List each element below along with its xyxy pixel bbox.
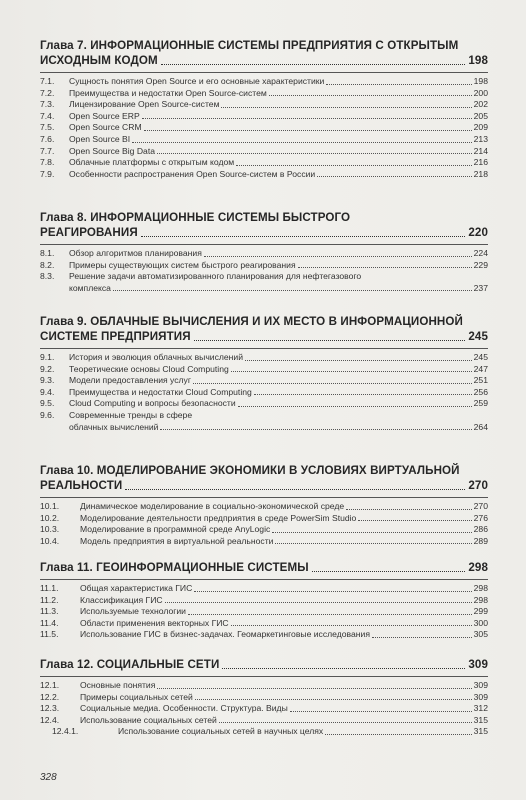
section-number: 7.2.: [40, 87, 55, 98]
section-page: 315: [473, 714, 488, 725]
toc-row: [40, 364, 488, 376]
leader-dots: [325, 734, 471, 735]
section-number: 8.3.: [40, 271, 55, 282]
section-page: 256: [473, 386, 488, 397]
section-title: Использование ГИС в бизнес-задачах. Геомаркетинговые исследования: [80, 629, 370, 640]
section-number: 12.3.: [40, 703, 60, 714]
section-page: 315: [473, 726, 488, 737]
chapter-page: 220: [468, 226, 488, 239]
section-title: Использование социальных сетей: [80, 714, 217, 725]
section-number: 11.1.: [40, 583, 59, 593]
chapter-rule: [40, 244, 488, 245]
section-title: Cloud Computing и вопросы безопасности: [69, 398, 236, 409]
toc-row: [40, 692, 488, 704]
chapter-rule: [40, 497, 488, 498]
section-page: 245: [473, 352, 488, 362]
section-number: 9.2.: [40, 363, 55, 374]
section-title: История и эволюция облачных вычислений: [69, 352, 244, 362]
section-page: 270: [473, 501, 488, 511]
section-title: Open Source ERP: [69, 110, 140, 121]
section-title: Примеры существующих систем быстрого реагирования: [69, 259, 296, 270]
leader-dots: [188, 614, 472, 615]
chapter-title-line1: Глава 10. МОДЕЛИРОВАНИЕ ЭКОНОМИКИ В УСЛОВИЯХ ВИРТУАЛЬНОЙ: [40, 464, 460, 477]
section-number: 11.3.: [40, 606, 59, 617]
section-page: 213: [473, 133, 488, 144]
leader-dots: [317, 176, 471, 177]
leader-dots: [204, 256, 472, 257]
section-page: 289: [473, 535, 488, 546]
chapter-page: 198: [468, 54, 488, 67]
leader-dots: [194, 591, 471, 592]
section-title: Использование социальных сетей в научных целях: [118, 726, 324, 737]
section-page: 251: [473, 375, 488, 386]
section-number: 7.5.: [40, 122, 55, 133]
section-page: 205: [473, 110, 488, 121]
section-title: Open Source BI: [69, 133, 131, 144]
leader-dots: [125, 489, 465, 490]
chapter-rule: [40, 579, 488, 580]
section-page: 198: [473, 76, 488, 86]
leader-dots: [358, 520, 471, 521]
toc-row: [40, 352, 488, 364]
chapter-8: [40, 210, 488, 294]
toc-row: [40, 513, 488, 525]
chapter-title-line1: Глава 12. СОЦИАЛЬНЫЕ СЕТИ: [40, 658, 220, 671]
toc-row: [40, 88, 488, 100]
section-title: Обзор алгоритмов планирования: [69, 248, 202, 258]
leader-dots: [222, 668, 465, 669]
chapter-page: 309: [468, 658, 488, 671]
leader-dots: [236, 165, 471, 166]
section-number: 7.4.: [40, 110, 55, 121]
leader-dots: [269, 95, 472, 96]
section-number: 9.1.: [40, 352, 55, 362]
chapter-title-line1: Глава 9. ОБЛАЧНЫЕ ВЫЧИСЛЕНИЯ И ИХ МЕСТО В ИНФОРМАЦИОННОЙ: [40, 315, 463, 328]
section-title: Решение задачи автоматизированного планирования для нефтегазового: [69, 271, 362, 282]
leader-dots: [195, 699, 472, 700]
toc-row: [40, 260, 488, 272]
section-title: Общая характеристика ГИС: [80, 583, 193, 593]
section-title: Используемые технологии: [80, 606, 186, 617]
toc-row: [40, 146, 488, 158]
section-title: Особенности распространения Open Source-систем в России: [69, 168, 316, 179]
section-list: [40, 76, 488, 180]
section-page: 209: [473, 122, 488, 133]
toc-row: [40, 501, 488, 513]
leader-dots: [298, 267, 472, 268]
section-title: Социальные медиа. Особенности. Структура. Виды: [80, 703, 288, 714]
section-number: 11.5.: [40, 629, 59, 640]
section-title-cont: облачных вычислений: [69, 421, 159, 432]
chapter-title-line2: РЕАГИРОВАНИЯ: [40, 226, 138, 239]
toc-row: [40, 524, 488, 536]
leader-dots: [161, 64, 466, 65]
toc-row: [40, 703, 488, 715]
section-page: 309: [473, 691, 488, 702]
toc-row: [40, 726, 488, 738]
chapter-11: [40, 560, 488, 641]
section-number: 7.9.: [40, 168, 55, 179]
section-page: 224: [473, 248, 488, 258]
section-list: [40, 501, 488, 547]
leader-dots: [231, 371, 472, 372]
section-title: Теоретические основы Cloud Computing: [69, 363, 229, 374]
section-page: 305: [473, 629, 488, 640]
leader-dots: [238, 406, 472, 407]
toc-row: [40, 387, 488, 399]
leader-dots: [245, 360, 472, 361]
chapter-12: [40, 657, 488, 738]
chapter-title-line2: РЕАЛЬНОСТИ: [40, 479, 123, 492]
chapter-title-line2: ИСХОДНЫМ КОДОМ: [40, 54, 158, 67]
toc-row: [40, 536, 488, 548]
section-number: 7.1.: [40, 76, 55, 86]
section-title: Лицензирование Open Source-систем: [69, 99, 220, 110]
chapter-rule: [40, 676, 488, 677]
section-page: 286: [473, 524, 488, 535]
leader-dots: [193, 383, 472, 384]
section-number: 12.4.: [40, 714, 60, 725]
toc-row: [40, 76, 488, 88]
section-page: 264: [473, 421, 488, 432]
section-list: [40, 680, 488, 738]
section-title: Модель предприятия в виртуальной реальности: [80, 535, 274, 546]
section-page: 247: [473, 363, 488, 374]
section-number: 10.1.: [40, 501, 60, 511]
section-number: 10.4.: [40, 535, 60, 546]
chapter-heading: [40, 210, 488, 240]
toc-row: [40, 157, 488, 169]
toc-row: [40, 271, 488, 294]
section-page: 299: [473, 606, 488, 617]
section-title: Преимущества и недостатки Cloud Computing: [69, 386, 252, 397]
leader-dots: [132, 142, 472, 143]
section-number: 9.3.: [40, 375, 55, 386]
section-number: 8.1.: [40, 248, 55, 258]
section-page: 202: [473, 99, 488, 110]
chapter-heading: [40, 314, 488, 344]
chapter-title-line2: СИСТЕМЕ ПРЕДПРИЯТИЯ: [40, 330, 191, 343]
toc-row: [40, 715, 488, 727]
chapter-rule: [40, 348, 488, 349]
chapter-heading: [40, 38, 488, 68]
section-title: Основные понятия: [80, 680, 156, 690]
section-number: 7.6.: [40, 133, 55, 144]
leader-dots: [254, 394, 472, 395]
section-page: 237: [473, 282, 488, 293]
section-page: 312: [473, 703, 488, 714]
leader-dots: [144, 130, 472, 131]
section-number: 12.1.: [40, 680, 60, 690]
toc-row: [40, 99, 488, 111]
section-title-cont: комплекса: [69, 282, 111, 293]
leader-dots: [141, 236, 466, 237]
section-page: 309: [473, 680, 488, 690]
toc-row: [40, 111, 488, 123]
leader-dots: [275, 543, 471, 544]
section-page: 216: [473, 157, 488, 168]
chapter-heading: [40, 657, 488, 672]
leader-dots: [290, 711, 472, 712]
leader-dots: [312, 571, 466, 572]
section-number: 10.2.: [40, 512, 60, 523]
leader-dots: [372, 637, 472, 638]
section-page: 229: [473, 259, 488, 270]
section-page: 218: [473, 168, 488, 179]
section-page: 214: [473, 145, 488, 156]
leader-dots: [160, 429, 471, 430]
section-page: 259: [473, 398, 488, 409]
toc-row: [40, 169, 488, 181]
section-number: 7.7.: [40, 145, 55, 156]
leader-dots: [165, 602, 472, 603]
leader-dots: [272, 532, 471, 533]
section-title: Преимущества и недостатки Open Source-систем: [69, 87, 267, 98]
section-page: 200: [473, 87, 488, 98]
section-title: Open Source CRM: [69, 122, 142, 133]
section-number: 11.4.: [40, 617, 59, 628]
toc-row: [40, 583, 488, 595]
chapter-title-line1: Глава 8. ИНФОРМАЦИОННЫЕ СИСТЕМЫ БЫСТРОГО: [40, 211, 351, 224]
chapter-page: 298: [468, 561, 488, 574]
chapter-rule: [40, 72, 488, 73]
section-title: Моделирование в программной среде AnyLogic: [80, 524, 271, 535]
section-number: 9.4.: [40, 386, 55, 397]
leader-dots: [231, 625, 472, 626]
section-page: 298: [473, 583, 488, 593]
leader-dots: [221, 107, 471, 108]
section-title: Open Source Big Data: [69, 145, 155, 156]
chapter-title-line1: Глава 7. ИНФОРМАЦИОННЫЕ СИСТЕМЫ ПРЕДПРИЯТИЯ С ОТКРЫТЫМ: [40, 39, 459, 52]
section-title: Сущность понятия Open Source и его основные характеристики: [69, 76, 325, 86]
toc-row: [40, 410, 488, 433]
toc-row: [40, 606, 488, 618]
section-title: Модели предоставления услуг: [69, 375, 191, 386]
chapter-page: 245: [468, 330, 488, 343]
toc-row: [40, 248, 488, 260]
leader-dots: [194, 340, 466, 341]
leader-dots: [157, 153, 472, 154]
toc-row: [40, 680, 488, 692]
leader-dots: [326, 84, 471, 85]
toc-row: [40, 595, 488, 607]
toc-row: [40, 375, 488, 387]
toc-row: [40, 398, 488, 410]
toc-row: [40, 629, 488, 641]
chapter-heading: [40, 463, 488, 493]
section-number: 8.2.: [40, 259, 55, 270]
chapter-10: [40, 463, 488, 547]
section-number: 11.2.: [40, 594, 59, 605]
section-title: Классификация ГИС: [80, 594, 163, 605]
leader-dots: [142, 118, 472, 119]
chapter-heading: [40, 560, 488, 575]
section-number: 9.6.: [40, 409, 55, 420]
section-title: Облачные платформы с открытым кодом: [69, 157, 235, 168]
chapter-9: [40, 314, 488, 433]
section-page: 298: [473, 594, 488, 605]
chapter-page: 270: [468, 479, 488, 492]
toc-row: [40, 618, 488, 630]
chapter-7: [40, 38, 488, 180]
section-number: 9.5.: [40, 398, 55, 409]
section-number: 10.3.: [40, 524, 60, 535]
section-title: Моделирование деятельности предприятия в среде PowerSim Studio: [80, 512, 357, 523]
section-number: 12.2.: [40, 691, 60, 702]
toc-row: [40, 134, 488, 146]
section-title: Современные тренды в сфере: [69, 409, 193, 420]
section-list: [40, 352, 488, 433]
toc-row: [40, 122, 488, 134]
page-number: 328: [40, 772, 57, 783]
section-title: Области применения векторных ГИС: [80, 617, 229, 628]
section-page: 300: [473, 617, 488, 628]
leader-dots: [113, 290, 472, 291]
section-list: [40, 248, 488, 294]
section-title: Динамическое моделирование в социально-экономической среде: [80, 501, 345, 511]
leader-dots: [346, 509, 472, 510]
section-number: 7.8.: [40, 157, 55, 168]
section-number: 7.3.: [40, 99, 55, 110]
leader-dots: [219, 722, 472, 723]
chapter-title-line1: Глава 11. ГЕОИНФОРМАЦИОННЫЕ СИСТЕМЫ: [40, 561, 309, 574]
section-title: Примеры социальных сетей: [80, 691, 193, 702]
section-page: 276: [473, 512, 488, 523]
leader-dots: [157, 688, 471, 689]
section-list: [40, 583, 488, 641]
subsection-number: 12.4.1.: [52, 726, 79, 737]
